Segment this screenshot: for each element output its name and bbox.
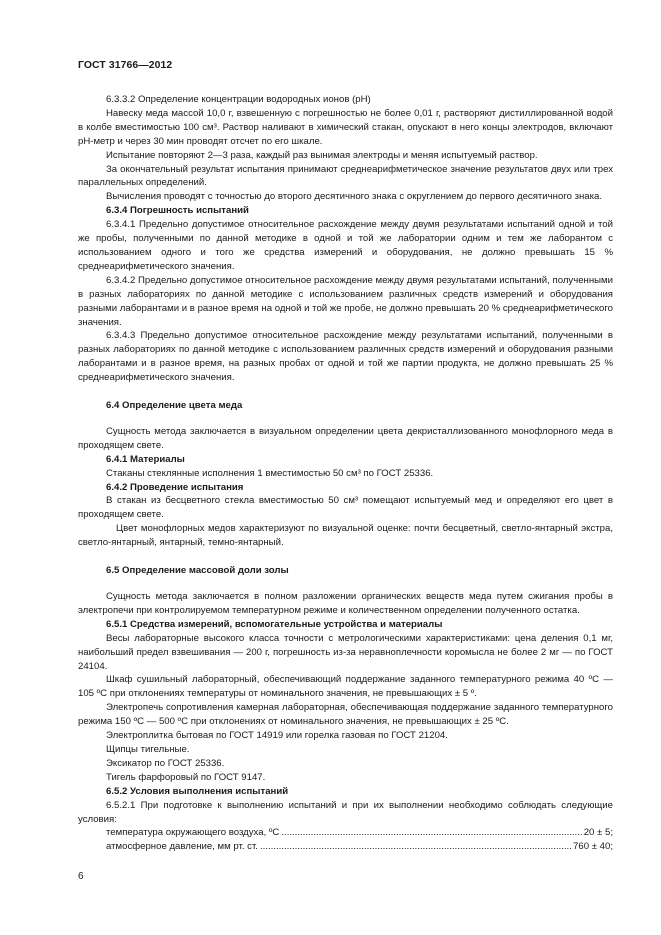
document-header: ГОСТ 31766—2012 xyxy=(78,60,173,71)
condition-label: атмосферное давление, мм рт. ст. xyxy=(106,841,258,853)
section-heading-6-5: 6.5 Определение массовой доли золы xyxy=(106,565,289,577)
subsection-heading-6-5-2: 6.5.2 Условия выполнения испытаний xyxy=(106,785,289,797)
dot-leader xyxy=(281,826,581,840)
paragraph: Весы лабораторные высокого класса точности с метрологическими характеристиками: цена деления 0,1 мг, наибольший предел взвешивания — 200 г, погрешность из-за неравноплечности коромысла не более 2 мг — по ГОСТ 24104. xyxy=(78,632,613,672)
paragraph: 6.3.4.2 Предельно допустимое относительное расхождение между двумя результатами испытаний, полученными в разных лабораториях по данной методике с использованием различных средств измерений и оборудования разными лаборантами и в разное время на одной и той же пробе, не должно превышать 20 % среднеарифметического значения. xyxy=(78,274,613,328)
paragraph: Сущность метода заключается в визуальном определении цвета декристаллизованного монофлорного меда в проходящем свете. xyxy=(78,425,613,451)
paragraph: Навеску меда массой 10,0 г, взвешенную с погрешностью не более 0,01 г, растворяют дистиллированной водой в колбе вместимостью 100 см³. Раствор наливают в химический стакан, опускают в него концы электродов, включают pH-метр и через 30 мин проводят отсчет по его шкале. xyxy=(78,107,613,147)
paragraph: Электропечь сопротивления камерная лабораторная, обеспечивающая поддержание заданного температурного режима 150 ºC — 500 ºC при отклонениях от номинального значения, не превышающих ± 25 ºC. xyxy=(78,702,613,728)
paragraph: Стаканы стеклянные исполнения 1 вместимостью 50 см³ по ГОСТ 25336. xyxy=(106,467,434,479)
paragraph: Сущность метода заключается в полном разложении органических веществ меда путем сжигания пробы в электропечи при контролируемом температурном режиме и количественном определении полученного остатка. xyxy=(78,591,613,616)
condition-label: температура окружающего воздуха, ºC xyxy=(106,827,280,839)
list-item: Эксикатор по ГОСТ 25336. xyxy=(106,757,225,769)
subsection-heading-6-4-2: 6.4.2 Проведение испытания xyxy=(106,481,244,493)
condition-row-pressure xyxy=(78,840,613,854)
paragraph: Вычисления проводят с точностью до второго десятичного знака с округлением до первого десятичного знака. xyxy=(106,191,603,203)
subsection-heading-6-5-1: 6.5.1 Средства измерений, вспомогательные устройства и материалы xyxy=(106,618,443,630)
condition-value: 20 ± 5; xyxy=(583,827,613,839)
section-heading-6-4: 6.4 Определение цвета меда xyxy=(106,400,243,412)
subsection-heading-6-4-1: 6.4.1 Материалы xyxy=(106,453,185,465)
paragraph: 6.3.4.3 Предельно допустимое относительное расхождение между результатами испытаний, полученными в разных лабораториях по данной методике с использованием различных средств измерений и оборудования разными лаборантами и в разное время, на разных пробах от одной и той же партии продукта, не должно превышать 25 % среднеарифметического значения. xyxy=(78,330,613,384)
paragraph: Цвет монофлорных медов характеризуют по визуальной оценке: почти бесцветный, светло-янтарный экстра, светло-янтарный, янтарный, темно-янтарный. xyxy=(78,523,613,549)
subsection-heading-6-3-3-2: 6.3.3.2 Определение концентрации водородных ионов (pH) xyxy=(106,94,371,105)
subsection-heading-6-3-4: 6.3.4 Погрешность испытаний xyxy=(106,205,249,217)
paragraph: За окончательный результат испытания принимают среднеарифметическое значение результатов двух или трех параллельных определений. xyxy=(78,163,613,189)
list-item: Щипцы тигельные. xyxy=(106,743,190,755)
condition-row-temperature xyxy=(78,826,613,840)
paragraph: Шкаф сушильный лабораторный, обеспечивающий поддержание заданного температурного режима 40 ºC — 105 ºC при отклонениях температуры от номинального значения, не превышающих ± 5 º. xyxy=(78,674,613,700)
condition-value: 760 ± 40; xyxy=(573,841,613,853)
paragraph: 6.3.4.1 Предельно допустимое относительное расхождение между двумя результатами испытаний одной и той же пробы, полученными по данной методике в одной и той же лаборатории одним и тем же лаборантом с использованием одного и того же средства измерений и оборудования, не должно превышать 15 % среднеарифметического значения. xyxy=(78,219,613,272)
list-item: Электроплитка бытовая по ГОСТ 14919 или горелка газовая по ГОСТ 21204. xyxy=(106,730,448,742)
paragraph: Испытание повторяют 2—3 раза, каждый раз вынимая электроды и меняя испытуемый раствор. xyxy=(106,149,538,161)
page-content xyxy=(78,93,613,854)
dot-leader xyxy=(260,840,571,854)
page-number: 6 xyxy=(78,871,84,882)
list-item: Тигель фарфоровый по ГОСТ 9147. xyxy=(106,771,266,783)
paragraph: В стакан из бесцветного стекла вместимостью 50 см³ помещают испытуемый мед и определяют его цвет в проходящем свете. xyxy=(78,495,613,521)
paragraph: 6.5.2.1 При подготовке к выполнению испытаний и при их выполнении необходимо соблюдать следующие условия: xyxy=(78,799,613,825)
